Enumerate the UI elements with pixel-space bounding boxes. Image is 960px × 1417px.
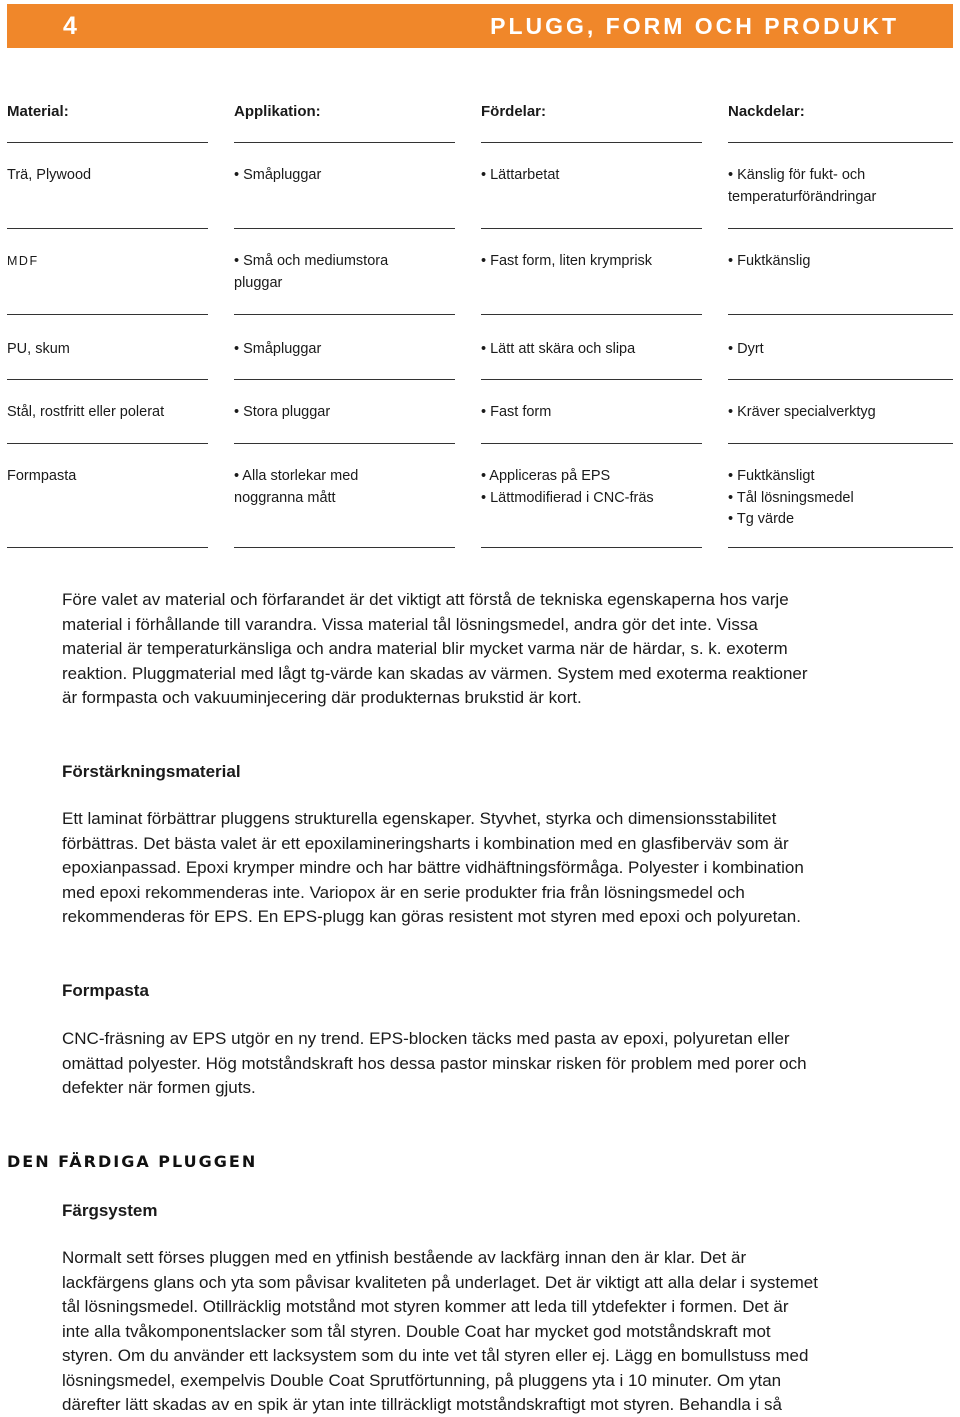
table-header-material: Material: — [7, 96, 208, 143]
application-cell: • Små och mediumstora pluggar — [234, 229, 455, 315]
color-system-heading: Färgsystem — [62, 1201, 158, 1220]
advantages-cell: • Lättarbetat — [481, 143, 702, 229]
application-cell: • Alla storlekar med noggranna mått — [234, 444, 455, 548]
chapter-number: 4 — [63, 12, 77, 40]
chapter-title: PLUGG, FORM OCH PRODUKT — [490, 13, 899, 39]
table-header-application: Applikation: — [234, 96, 455, 143]
material-cell: PU, skum — [7, 315, 208, 380]
advantages-cell: • Lätt att skära och slipa — [481, 315, 702, 380]
table-row — [7, 315, 953, 380]
application-cell: • Småpluggar — [234, 315, 455, 380]
table-header-row — [7, 96, 953, 143]
table-header-disadvantages: Nackdelar: — [728, 96, 953, 143]
color-system-paragraph: Normalt sett förses pluggen med en ytfinish bestående av lackfärg innan den är klar. Det är lackfärgens glans och yta som påvisar kvaliteten på underlaget. Det är viktigt att alla delar i systemet tål lösningsmedel. Otillräcklig motstånd mot styren kommer att leda till ytdefekter i formen. Det är inte alla tvåkomponentslacker som tål styren. Double Coat har mycket god motståndskraft mot styren. Om du använder ett lacksystem som du inte vet tål styren eller ej. Lägg en bomullstuss med lösningsmedel, exempelvis Double Coat Sprutförtunning, på pluggens yta i 10 minuter. Om ytan därefter lätt skadas av en spik är ytan inte tillräckligt motståndskraftigt mot styren. Behandla i så — [62, 1248, 818, 1414]
material-table — [7, 96, 953, 548]
disadvantages-cell: • Känslig för fukt- och temperaturförändringar — [728, 143, 953, 229]
disadvantages-cell: • Fuktkänslig — [728, 229, 953, 315]
disadvantages-cell: • Kräver specialverktyg — [728, 380, 953, 444]
disadvantages-cell: • Dyrt — [728, 315, 953, 380]
advantages-cell: • Appliceras på EPS • Lättmodifierad i CNC-fräs — [481, 444, 702, 548]
material-cell: Stål, rostfritt eller polerat — [7, 380, 208, 444]
table-row — [7, 143, 953, 229]
table-row — [7, 229, 953, 315]
material-cell: Formpasta — [7, 444, 208, 548]
reinforcement-paragraph: Ett laminat förbättrar pluggens strukturella egenskaper. Styvhet, styrka och dimensionsstabilitet förbättras. Det bästa valet är ett epoxilamineringsharts i kombination med en glasfiberväv som är epoxianpassad. Epoxi krymper mindre och har bättre vidhäftningsförmåga. Polyester i kombination med epoxi rekommenderas inte. Variopox är en serie produkter fria från lösningsmedel och rekommenderas för EPS. En EPS-plugg kan göras resistent mot styren med epoxi och polyuretan. — [62, 809, 804, 926]
formpasta-heading: Formpasta — [62, 981, 149, 1000]
advantages-cell: • Fast form, liten krymprisk — [481, 229, 702, 315]
chapter-header — [7, 4, 953, 48]
advantages-cell: • Fast form — [481, 380, 702, 444]
intro-paragraph: Före valet av material och förfarandet är det viktigt att förstå de tekniska egenskaperna hos varje material i förhållande till varandra. Vissa material tål lösningsmedel, andra gör det inte. Vissa material är temperaturkänsliga och andra material blir mycket varma när de härdar, s. k. exoterm reaktion. Pluggmaterial med lågt tg-värde kan skadas av värmen. System med exoterma reaktioner är formpasta och vakuuminjecering där produkternas brukstid är kort. — [62, 590, 808, 707]
formpasta-paragraph: CNC-fräsning av EPS utgör en ny trend. EPS-blocken täcks med pasta av epoxi, polyuretan eller omättad polyester. Hög motståndskraft hos dessa pastor minskar risken för problem med porer och defekter när formen gjuts. — [62, 1029, 807, 1097]
disadvantages-cell: • Fuktkänsligt • Tål lösningsmedel • Tg värde — [728, 444, 953, 548]
table-header-advantages: Fördelar: — [481, 96, 702, 143]
application-cell: • Småpluggar — [234, 143, 455, 229]
table-row — [7, 380, 953, 444]
reinforcement-heading: Förstärkningsmaterial — [62, 762, 241, 781]
section-title: DEN FÄRDIGA PLUGGEN — [7, 1152, 258, 1171]
table-row — [7, 444, 953, 548]
material-cell: MDF — [7, 229, 208, 315]
application-cell: • Stora pluggar — [234, 380, 455, 444]
material-cell: Trä, Plywood — [7, 143, 208, 229]
